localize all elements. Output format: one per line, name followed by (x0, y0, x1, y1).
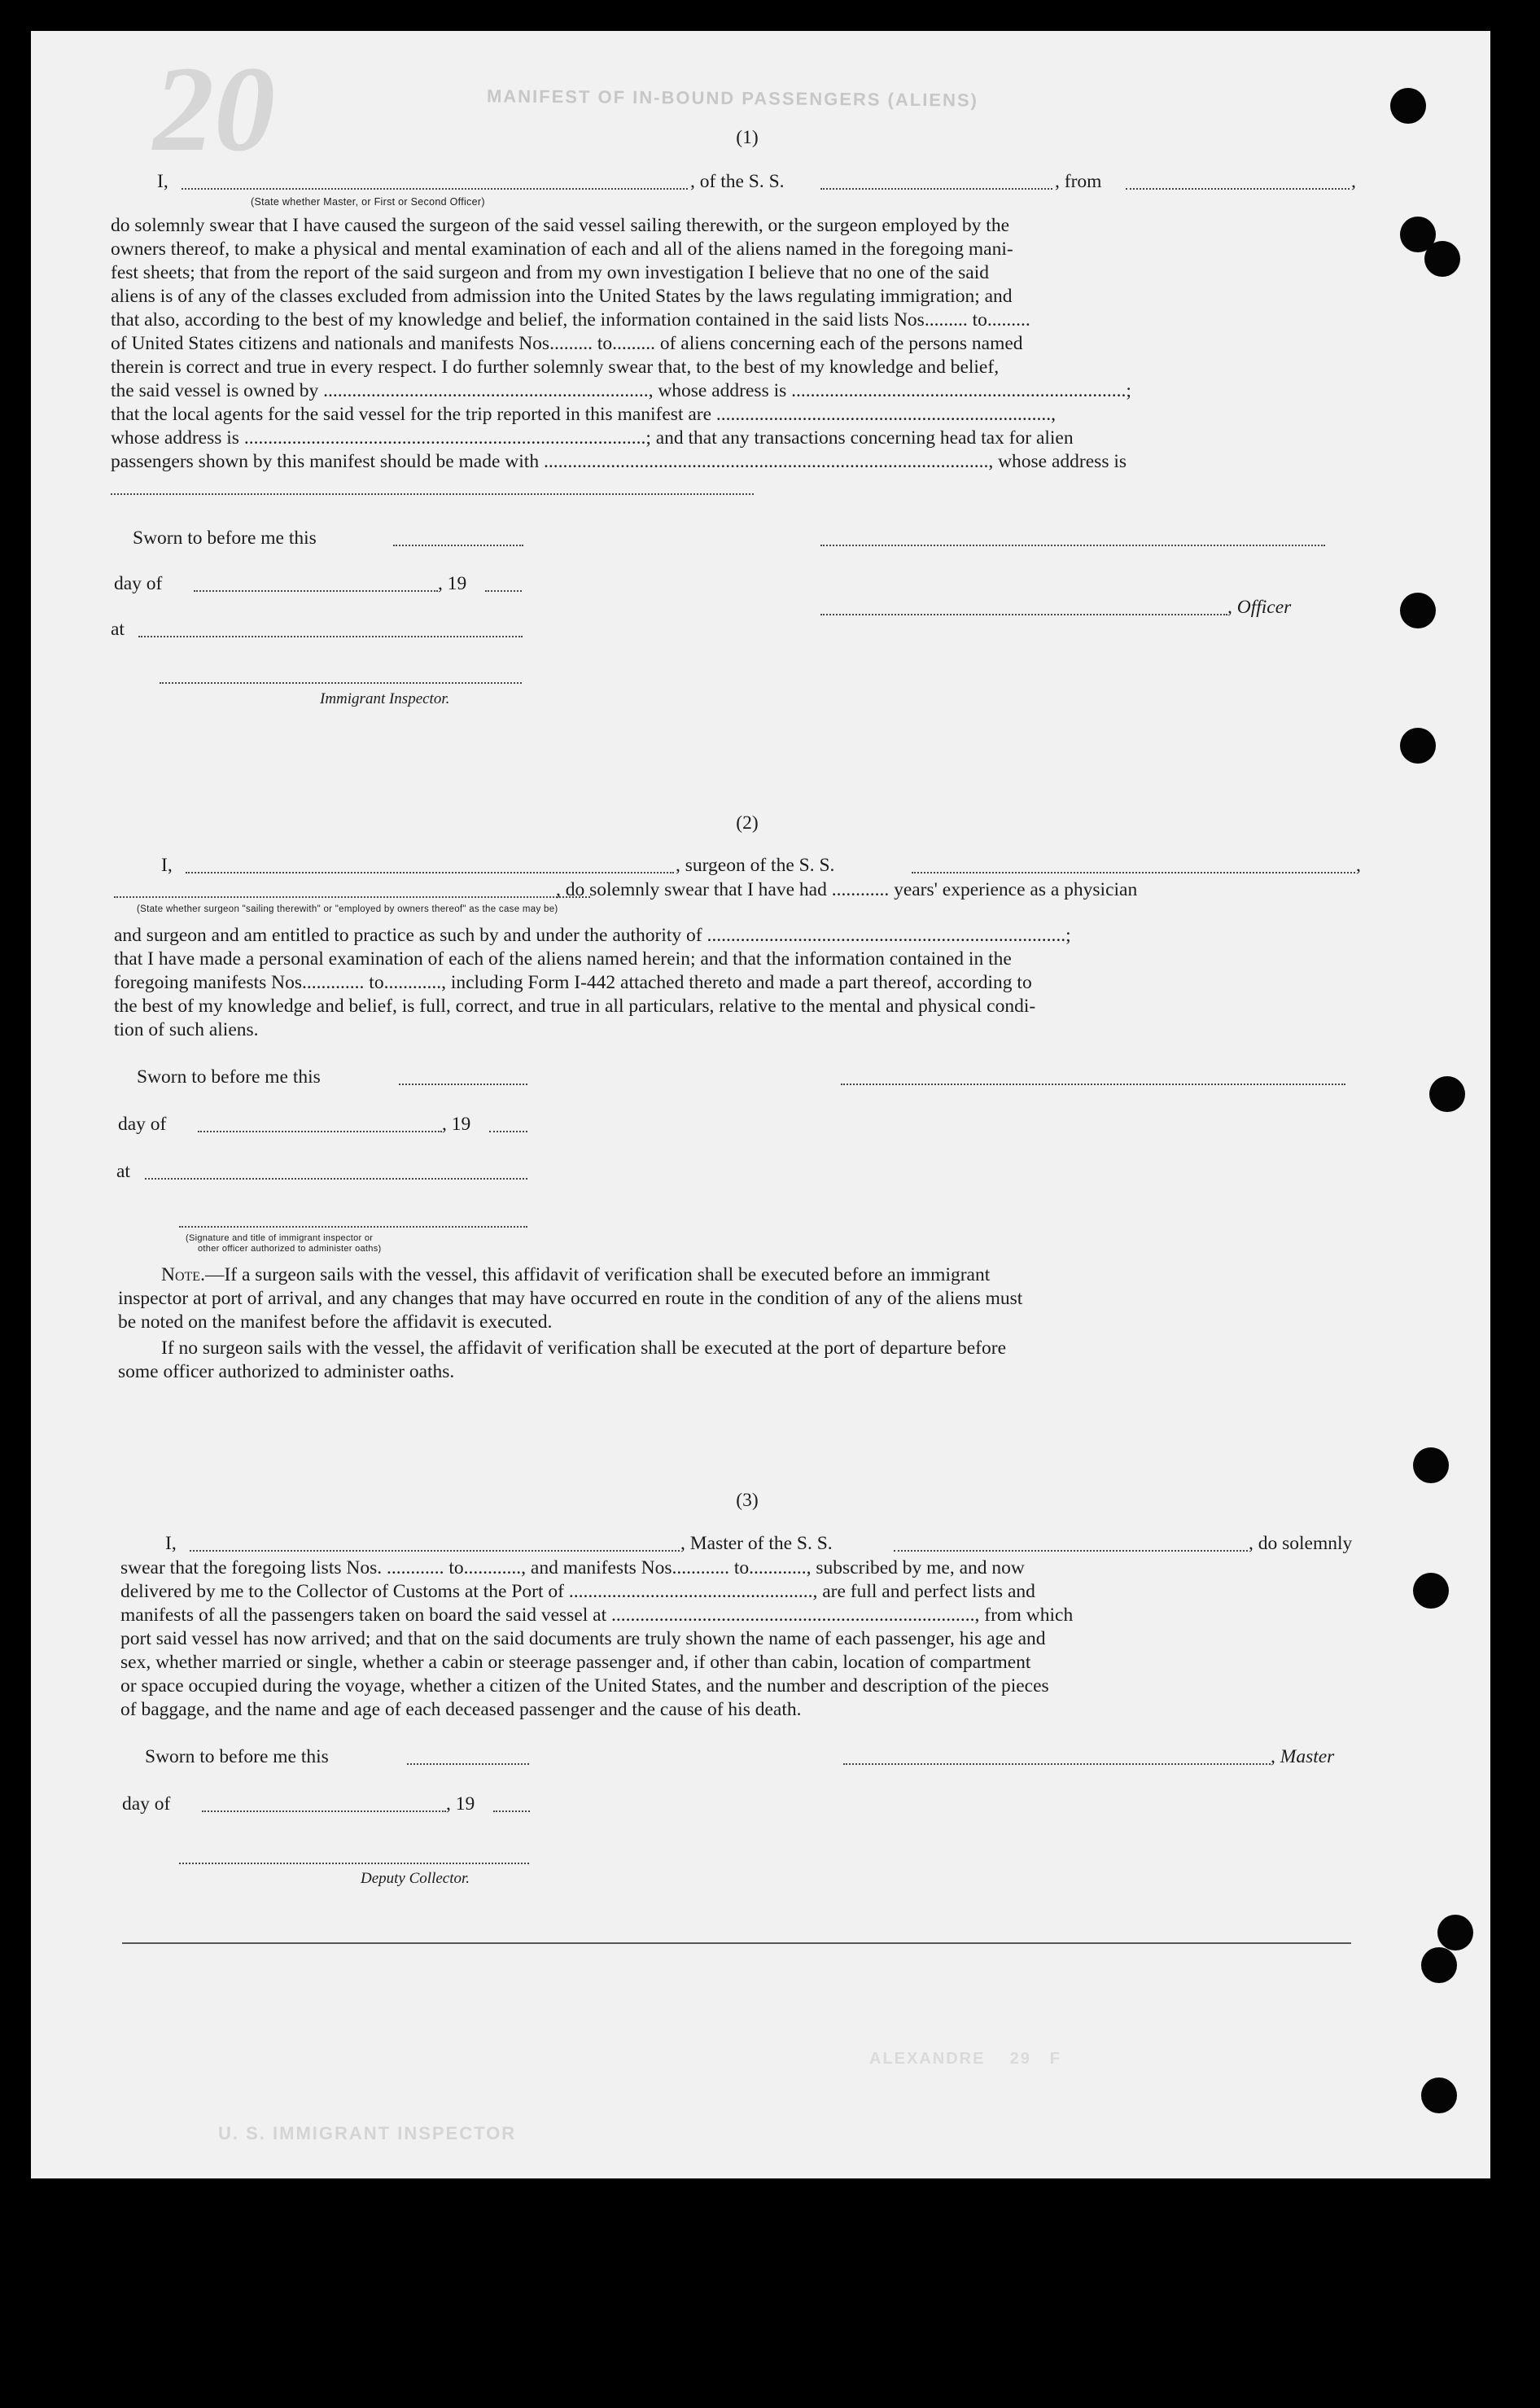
s2-sworn-date-field[interactable] (399, 1084, 527, 1085)
s3-body-line: manifests of all the passengers taken on board the said vessel at ............................................................................, from which (120, 1605, 1074, 1626)
s3-body-line: or space occupied during the voyage, whether a citizen of the United States, and the number and description of the pieces (120, 1675, 1049, 1697)
s3-master-name-field[interactable] (190, 1550, 680, 1552)
s1-inspector-label: Immigrant Inspector. (320, 690, 450, 707)
s2-surgeon-status-field[interactable] (114, 896, 590, 898)
s1-from-port-field[interactable] (1126, 188, 1350, 190)
s1-officer-label: , Officer (1227, 597, 1292, 618)
s1-officer-caption: (State whether Master, or First or Second Officer) (251, 196, 485, 208)
s3-i-label: I, (165, 1533, 177, 1554)
s3-line1-end: , do solemnly (1249, 1533, 1353, 1554)
bottom-rule (122, 1942, 1351, 1944)
s2-status-caption: (State whether surgeon "sailing therewith" or "employed by owners thereof" as the case may be) (137, 904, 558, 914)
s2-body-line: the best of my knowledge and belief, is full, correct, and true in all particulars, relative to the mental and physical condi- (114, 996, 1036, 1017)
s1-officer-signature-field[interactable] (820, 545, 1325, 546)
s1-agent-address-field[interactable] (111, 493, 754, 495)
s2-day-of-field[interactable] (198, 1131, 442, 1132)
s2-inspector-signature-field[interactable] (179, 1226, 527, 1228)
s2-surgeon-ss-label: , surgeon of the S. S. (676, 855, 835, 876)
s1-body-line: the said vessel is owned by ...................................................................., whose address is ......................................................................; (111, 380, 1131, 401)
s3-body-line: sex, whether married or single, whether a cabin or steerage passenger and, if other than cabin, location of compartment (120, 1652, 1031, 1673)
s1-vessel-name-field[interactable] (820, 188, 1052, 190)
s1-sworn-date-field[interactable] (393, 545, 523, 546)
s2-note-line: —If a surgeon sails with the vessel, this affidavit of verification shall be executed before an immigrant (204, 1264, 991, 1285)
s1-body-line: fest sheets; that from the report of the said surgeon and from my own investigation I believe that no one of the said (111, 262, 989, 283)
s3-vessel-name-field[interactable] (894, 1550, 1248, 1552)
s1-officer-title-line[interactable] (820, 614, 1227, 615)
s1-body-line: do solemnly swear that I have caused the surgeon of the said vessel sailing therewith, or the surgeon employed by the (111, 215, 1010, 236)
s2-body-line: that I have made a personal examination of each of the aliens named herein; and that the information contained in the (114, 948, 1012, 970)
s1-day-of-label: day of (114, 573, 163, 594)
s3-body-line: of baggage, and the name and age of each deceased passenger and the cause of his death. (120, 1699, 802, 1720)
s1-inspector-signature-field[interactable] (160, 682, 522, 684)
s1-year-field[interactable] (485, 590, 522, 592)
s1-year-label: , 19 (438, 573, 467, 594)
s2-body-line: tion of such aliens. (114, 1019, 259, 1040)
s3-body-line: swear that the foregoing lists Nos. ............ to............, and manifests Nos............ to............, subscribed by me, and now (120, 1557, 1025, 1578)
s1-sworn-label: Sworn to before me this (133, 528, 317, 549)
bleed-through-heading: MANIFEST OF IN-BOUND PASSENGERS (ALIENS) (486, 85, 979, 111)
s2-day-of-label: day of (118, 1114, 167, 1135)
s1-body-line: that also, according to the best of my knowledge and belief, the information contained in the said lists Nos......... to......... (111, 309, 1030, 331)
punch-hole (1424, 241, 1460, 277)
punch-hole (1400, 593, 1436, 628)
section-2-number: (2) (736, 812, 759, 834)
s3-day-of-field[interactable] (202, 1810, 446, 1812)
s2-year-field[interactable] (489, 1131, 527, 1132)
s2-body-line: and surgeon and am entitled to practice as such by and under the authority of ...........................................................................; (114, 925, 1071, 946)
punch-hole (1421, 2077, 1457, 2113)
section-1-number: (1) (736, 127, 759, 148)
s3-master-label: , Master (1271, 1746, 1335, 1767)
s2-note-line: If no surgeon sails with the vessel, the affidavit of verification shall be executed at the port of departure before (161, 1338, 1006, 1359)
punch-hole (1390, 88, 1426, 124)
s2-i-label: I, (161, 855, 173, 876)
s1-body-line: aliens is of any of the classes excluded from admission into the United States by the laws regulating immigration; and (111, 286, 1013, 307)
s3-year-label: , 19 (446, 1793, 475, 1815)
s3-master-ss-label: , Master of the S. S. (680, 1533, 833, 1554)
s1-officer-title-field[interactable] (182, 188, 688, 190)
s2-surgeon-signature-field[interactable] (841, 1084, 1345, 1085)
s3-collector-label: Deputy Collector. (361, 1870, 470, 1887)
s2-body-line: foregoing manifests Nos............. to............, including Form I-442 attached thereto and made a part thereof, according to (114, 972, 1032, 993)
s2-note-line: inspector at port of arrival, and any changes that may have occurred en route in the condition of any of the aliens must (118, 1288, 1023, 1309)
section-3-number: (3) (736, 1490, 759, 1511)
s1-body-line: of United States citizens and nationals and manifests Nos......... to......... of aliens concerning each of the persons named (111, 333, 1023, 354)
s3-sworn-label: Sworn to before me this (145, 1746, 329, 1767)
s3-body-line: delivered by me to the Collector of Customs at the Port of ..................................................., are full and perfect lists and (120, 1581, 1035, 1602)
s2-sworn-label: Sworn to before me this (137, 1066, 321, 1088)
s1-from-label: , from (1055, 171, 1102, 192)
s1-body-line: whose address is ....................................................................................; and that any transactions concerning head tax for alien (111, 427, 1074, 449)
s2-year-label: , 19 (442, 1114, 471, 1135)
s2-at-field[interactable] (145, 1178, 527, 1180)
bleed-through-row: ALEXANDRE 29 F (869, 2050, 1061, 2068)
bleed-through-stamp: U. S. IMMIGRANT INSPECTOR (218, 2123, 517, 2143)
manifest-page: 20 MANIFEST OF IN-BOUND PASSENGERS (ALIENS) (1) I, , of the S. S. , from , (State whether Master, or First or Second Officer) do solemnly swear that I have caused the surgeon of the said vessel sailing therewith, or the surgeon employed by the owners thereof, to make a physical and mental examination of each and all of the aliens named in the foregoing mani- fest sheets; that from the report of the said surgeon and from my own investigation I believe that no one of the said aliens is of any of the classes excluded from admission into the United States by the laws regulating immigration; and that also, according to the best of my knowledge and belief, the information contained in the said lists Nos......... to......... of United States citizens and nationals and manifests Nos......... to......... of aliens concerning each of the persons named therein is correct and true in every respect. I do further solemnly swear that, to the best of my knowledge and belief, the said vessel is owned by ...................................................................., whose address is ......................................................................; that the local agents for the said vessel for the trip reported in this manifest are ......................................................................, whose address is ....................................................................................; and that any transactions concerning head tax for alien passengers shown by this manifest should be made with ............................................................................................., whose address is Sworn to before me this day of , 19 , Officer at Immigrant Inspector. (2) I, , surgeon of the S. S. , , do solemnly swear that I have had ............ years' experience as a physician (State whether surgeon "sailing therewith" or "employed by owners thereof" as the case may be) and surgeon and am entitled to practice as such by and under the authority of ...........................................................................; that I have made a personal examination of each of the aliens named herein; and that the information contained in the foregoing manifests Nos............. to............, including Form I-442 attached thereto and made a part thereof, according to the best of my knowledge and belief, is full, correct, and true in all particulars, relative to the mental and physical condi- tion of such aliens. Sworn to before me this day of , 19 at (Signature and title of immigrant inspector or other officer authorized to administer oaths) Note.—If a surgeon sails with the vessel, this affidavit of verification shall be executed before an immigrant inspector at port of arrival, and any changes that may have occurred en route in the condition of any of the aliens must be noted on the manifest before the affidavit is executed. If no surgeon sails with the vessel, the affidavit of verification shall be executed at the port of departure before some officer authorized to administer oaths. (3) I, , Master of the S. S. , do solemnly swear that the foregoing lists Nos. ............ to............, and manifests Nos............ to............, subscribed by me, and now delivered by me to the Collector of Customs at the Port of ..................................................., are full and perfect lists and manifests of all the passengers taken on board the said vessel at ............................................................................, from which port said vessel has now arrived; and that on the said documents are truly shown the name of each passenger, his age and sex, whether married or single, whether a cabin or steerage passenger and, if other than cabin, location of compartment or space occupied during the voyage, whether a citizen of the United States, and the number and description of the pieces of baggage, and the name and age of each deceased passenger and the cause of his death. Sworn to before me this , Master day of , 19 Deputy Collector. ALEXANDRE 29 F U. S. IMMIGRANT INSPECTOR (31, 31, 1490, 2178)
s3-year-field[interactable] (493, 1810, 530, 1812)
punch-hole (1437, 1915, 1473, 1950)
s1-body-line: that the local agents for the said vessel for the trip reported in this manifest are ......................................................................, (111, 404, 1057, 425)
s2-at-label: at (116, 1161, 130, 1182)
s1-body-line: passengers shown by this manifest should be made with ............................................................................................., whose address is (111, 451, 1127, 472)
s1-at-field[interactable] (138, 636, 523, 637)
s2-note-label: Note. (161, 1264, 205, 1285)
s1-day-of-field[interactable] (194, 590, 438, 592)
s1-i-label: I, (157, 171, 168, 192)
s3-sworn-date-field[interactable] (407, 1763, 529, 1765)
s3-master-signature-field[interactable] (843, 1763, 1271, 1765)
s2-line2: , do solemnly swear that I have had ............ years' experience as a physician (556, 879, 1138, 900)
s2-sig-caption-2: other officer authorized to administer oaths) (198, 1244, 382, 1254)
punch-hole (1421, 1947, 1457, 1983)
punch-hole (1400, 728, 1436, 764)
punch-hole (1413, 1447, 1449, 1483)
s3-day-of-label: day of (122, 1793, 171, 1815)
s1-body-line: therein is correct and true in every respect. I do further solemnly swear that, to the best of my knowledge and belief, (111, 357, 1000, 378)
punch-hole (1429, 1076, 1465, 1112)
s3-collector-signature-field[interactable] (179, 1863, 529, 1864)
s2-surgeon-name-field[interactable] (186, 872, 674, 873)
s3-body-line: port said vessel has now arrived; and that on the said documents are truly shown the name of each passenger, his age and (120, 1628, 1046, 1649)
s2-note-line: be noted on the manifest before the affidavit is executed. (118, 1311, 553, 1333)
s1-at-label: at (111, 619, 125, 640)
s1-of-ss-label: , of the S. S. (690, 171, 785, 192)
s2-sig-caption-1: (Signature and title of immigrant inspector or (186, 1233, 374, 1243)
s2-note-line: some officer authorized to administer oaths. (118, 1361, 455, 1382)
s2-vessel-name-field[interactable] (912, 872, 1355, 873)
punch-hole (1413, 1573, 1449, 1609)
s1-body-line: owners thereof, to make a physical and mental examination of each and all of the aliens named in the foregoing mani- (111, 239, 1013, 260)
bleed-through-page-number: 20 (153, 42, 275, 177)
